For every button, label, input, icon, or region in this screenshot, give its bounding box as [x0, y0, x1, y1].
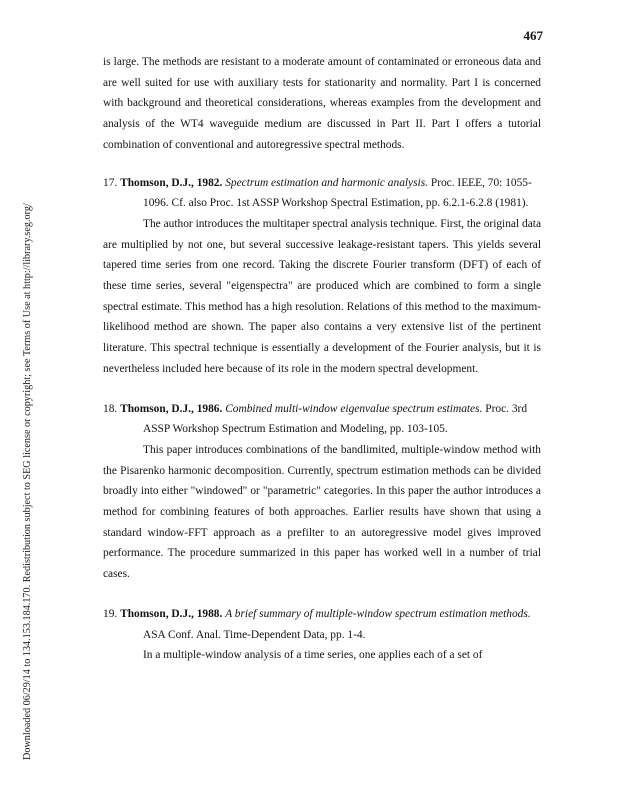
- reference-source: Proc. 3rd ASSP Workshop Spectrum Estimation and Modeling, pp. 103-105.: [143, 402, 528, 436]
- reference-annotation: This paper introduces combinations of the bandlimited, multiple-window method with the Pisarenko harmonic decomposition. Currently, spectrum estimation methods can be divided broadly into either "windowed" or "parametric" categories. In this paper the author introduces a method for combining features of both approaches. Earlier results have shown that using a standard window-FFT approach as a prefilter to an autoregressive model gives improved performance. The procedure summarized in this paper has worked well in a number of trial cases.: [103, 443, 541, 581]
- reference-citation: [103, 604, 541, 645]
- download-notice: Downloaded 06/29/14 to 134.153.184.170. Redistribution subject to SEG license or copyright; see Terms of Use at http://library.seg.org/: [22, 203, 33, 760]
- reference-author: Thomson, D.J., 1988.: [120, 607, 223, 620]
- reference-entry-18: [103, 399, 541, 585]
- reference-citation: [103, 399, 541, 440]
- reference-annotation: In a multiple-window analysis of a time series, one applies each of a set of: [143, 649, 483, 662]
- reference-source: Proc. IEEE, 70: 1055-1096. Cf. also Proc. 1st ASSP Workshop Spectral Estimation, pp. 6.2.1-6.2.8 (1981).: [143, 176, 532, 210]
- reference-number: 17.: [103, 176, 118, 189]
- reference-author: Thomson, D.J., 1986.: [120, 402, 223, 415]
- page-body: [103, 52, 541, 666]
- reference-entry-17: [103, 173, 541, 380]
- reference-title: Combined multi-window eigenvalue spectrum estimates.: [225, 402, 483, 415]
- reference-author: Thomson, D.J., 1982.: [120, 176, 223, 189]
- reference-number: 19.: [103, 607, 118, 620]
- reference-citation: [103, 173, 541, 214]
- reference-title: A brief summary of multiple-window spectrum estimation methods.: [225, 607, 531, 620]
- reference-entry-19: [103, 604, 541, 666]
- page-number: 467: [523, 28, 543, 43]
- reference-title: Spectrum estimation and harmonic analysis.: [225, 176, 428, 189]
- reference-annotation: The author introduces the multitaper spectral analysis technique. First, the original data are multiplied by not one, but several successive leakage-resistant tapers. This yields several tapered time series from one record. Taking the discrete Fourier transform (DFT) of each of these time series, several "eigenspectra" are produced which are combined to form a single spectral estimate. This method has a high resolution. Relations of this method to the maximum-likelihood method are shown. The paper also contains a very extensive list of the pertinent literature. This spectral technique is essentially a development of the Fourier analysis, but it is nevertheless included here because of its role in the modern spectral development.: [103, 217, 541, 375]
- intro-paragraph: is large. The methods are resistant to a moderate amount of contaminated or erroneous data and are well suited for use with auxiliary tests for stationarity and normality. Part I is concerned with background and theoretical considerations, whereas examples from the development and analysis of the WT4 waveguide medium are discussed in Part II. Part I offers a tutorial combination of conventional and autoregressive spectral methods.: [103, 56, 541, 151]
- reference-source: ASA Conf. Anal. Time-Dependent Data, pp. 1-4.: [143, 628, 366, 641]
- reference-number: 18.: [103, 402, 118, 415]
